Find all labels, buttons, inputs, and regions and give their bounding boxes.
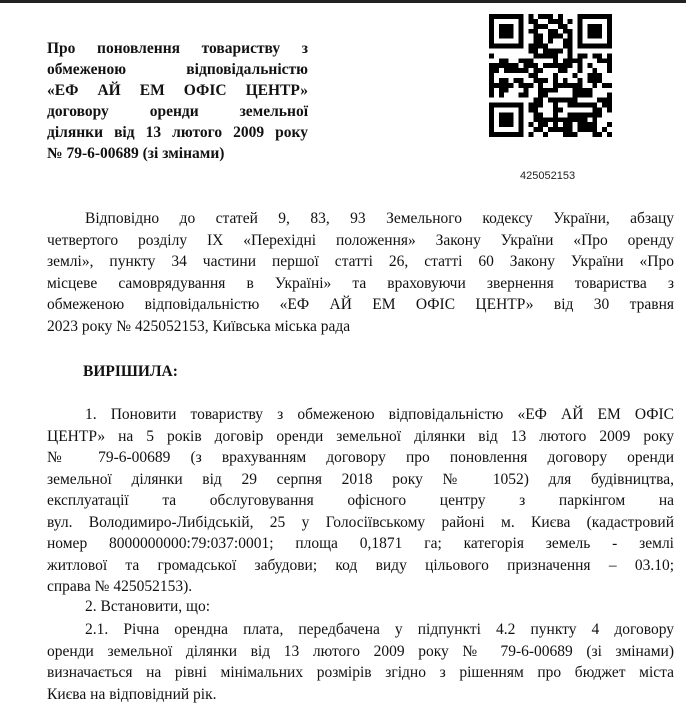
title-line: «ЕФ АЙ ЕМ ОФІС ЦЕНТР»: [47, 80, 308, 101]
text-line: четвертого розділу IX «Перехідні положення» Закону України «Про оренду: [47, 230, 674, 252]
text-line: ЦЕНТР» на 5 років договір оренди земельної ділянки від 13 лютого 2009 року: [47, 426, 674, 448]
title-line: договору оренди земельної: [47, 101, 308, 122]
title-line: обмеженою відповідальністю: [47, 59, 308, 80]
text-line: Відповідно до статей 9, 83, 93 Земельного кодексу України, абзацу: [47, 208, 674, 230]
title-line: Про поновлення товариству з: [47, 38, 308, 59]
text-line: обмеженою відповідальністю «ЕФ АЙ ЕМ ОФІС ЦЕНТР» від 30 травня: [47, 294, 674, 316]
item-2-text: 2. Встановити, що:: [85, 598, 210, 616]
top-border: [0, 0, 686, 3]
preamble-paragraph: [47, 208, 674, 337]
text-line: житлової та громадської забудови; код виду цільового призначення – 03.10;: [47, 555, 674, 577]
text-line: Києва на відповідний рік.: [47, 684, 674, 705]
text-line: 2.1. Річна орендна плата, передбачена у підпункті 4.2 пункту 4 договору: [47, 619, 674, 641]
item-2-1-paragraph: [47, 619, 674, 705]
document-number: 425052153: [520, 170, 575, 182]
text-line: 1. Поновити товариству з обмеженою відповідальністю «ЕФ АЙ ЕМ ОФІС: [47, 404, 674, 426]
title-line: № 79-6-00689 (зі змінами): [47, 143, 308, 164]
text-line: визначається на рівні мінімальних розмірів згідно з рішенням про бюджет міста: [47, 662, 674, 684]
title-line: ділянки від 13 лютого 2009 року: [47, 122, 308, 143]
qr-code: [489, 14, 612, 137]
text-line: оренди земельної ділянки від 13 лютого 2009 року № 79-6-00689 (зі змінами): [47, 641, 674, 663]
text-line: експлуатації та обслуговування офісного центру з паркінгом на: [47, 490, 674, 512]
text-line: землі», пункту 34 частини першої статті 26, статті 60 Закону України «Про: [47, 251, 674, 273]
text-line: місцеве самоврядування в Україні» та враховуючи звернення товариства з: [47, 273, 674, 295]
text-line: 2023 року № 425052153, Київська міська рада: [47, 316, 674, 338]
document-title: [47, 38, 308, 164]
text-line: вул. Володимиро-Либідській, 25 у Голосіївському районі м. Києва (кадастровий: [47, 512, 674, 534]
item-1-paragraph: [47, 404, 674, 598]
text-line: № 79-6-00689 (з врахуванням договору про поновлення договору оренди: [47, 447, 674, 469]
text-line: справа № 425052153).: [47, 576, 674, 598]
decision-heading: ВИРІШИЛА:: [83, 363, 178, 381]
text-line: земельної ділянки від 29 серпня 2018 року № 1052) для будівництва,: [47, 469, 674, 491]
text-line: номер 8000000000:79:037:0001; площа 0,1871 га; категорія земель - землі: [47, 533, 674, 555]
